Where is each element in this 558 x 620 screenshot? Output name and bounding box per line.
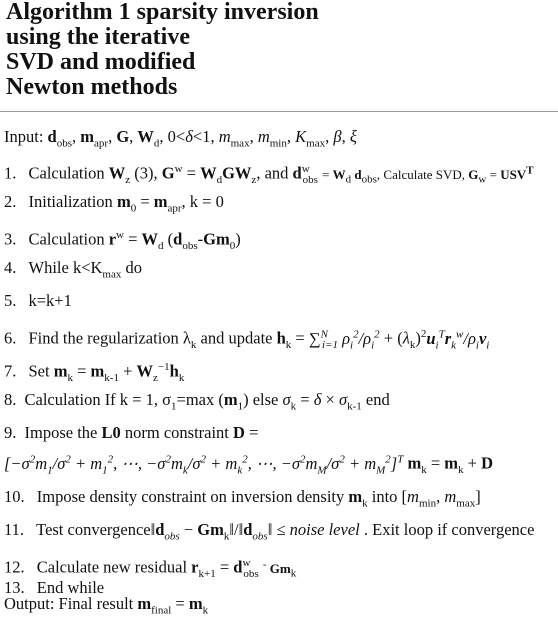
title-line-1: Algorithm 1 sparsity inversion	[6, 0, 319, 25]
step-10: 10. Impose density constraint on inversion density $m_k$ into [$m_{min}$, $m_{max}$]	[4, 487, 481, 510]
title-divider	[0, 111, 558, 112]
algorithm-title	[6, 0, 346, 100]
input-line: Input: $d_{obs}$, $m_{apr}$, G, $W_d$, 0<δ<1, $m_{max}$, $m_{min}$, $K_{max}$, β, ξ	[4, 127, 357, 150]
title-line-2: using the iterative	[6, 24, 190, 50]
step-9: 9. Impose the L0 norm constraint D =	[4, 423, 259, 442]
step-2: 2. Initialization $m_0 = m_{apr}$, k = 0	[4, 192, 224, 215]
step-11: 11. Test $convergence‖d_{obs}$ − $Gm_k‖/‖d_{obs}‖$ ≤ noise level . Exit loop if convergence	[4, 520, 535, 543]
step-13: 13. End while	[4, 578, 105, 597]
step-6: 6. Find the regularization $\lambda_k$ and update $h_k = \sum^N_{i=1}$ $\rho_i^2/\rho_i^2 + (\lambda_k)^2u_i^Tr_k^w/\rho_iv_i$	[4, 328, 490, 351]
step-3: 3. Calculation $r^w = W_d$ $(d_{obs}-Gm_0)$	[4, 229, 241, 252]
step-1: 1. Calculation $W_z$ (3), $G^w = W_dGW_z$, and $d^w_{obs} = W_d$ $d_{obs}$, Calculate SVD, $G_w = USV^T$	[4, 163, 534, 186]
step-5: 5. k=k+1	[4, 291, 72, 310]
step-4: 4. While $k<K_{max}$ do	[4, 258, 142, 281]
step-7: 7. Set $m_k = m_{k-1} + W_z^{-1}h_k$	[4, 361, 185, 384]
output-line: Output: Final result $m_{final} = m_k$	[4, 594, 209, 617]
title-line-3: SVD and modified	[6, 49, 196, 75]
title-line-4: Newton methods	[6, 74, 178, 100]
step-8: 8. Calculation If k = 1, $\sigma_1=\max$ $(m_1)$ else $\sigma_k = \delta \times \sigma_{k-1}$ end	[4, 390, 390, 413]
step-9-formula: [$-\sigma^2m_1/\sigma^2 + m_1^2$, ⋯, $-\sigma^2m_k/\sigma^2 + m_k^2$, ⋯, $-\sigma^2m_M/\sigma^2 + m_M^2]^T$ $m_k = m_k + D$	[4, 453, 494, 476]
step-12: 12. Calculate new residual $r_{k+1} = d^w_{obs}$ - $Gm_k$	[4, 557, 297, 580]
